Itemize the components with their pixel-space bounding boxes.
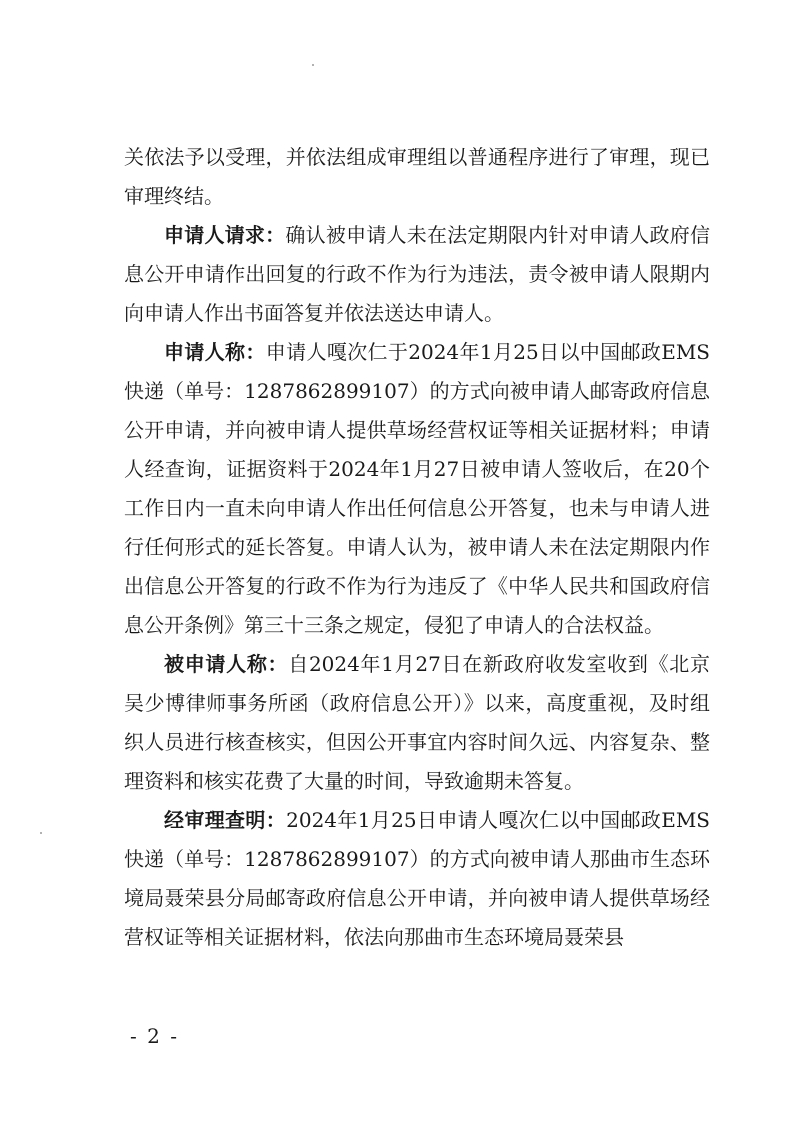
paragraph-heading: 经审理查明： xyxy=(164,808,287,832)
document-body xyxy=(124,138,710,957)
paragraph-text: 自2024年1月27日在新政府收发室收到《北京吴少博律师事务所函（政府信息公开）》以来，高度重视，及时组织人员进行核查核实，但因公开事宜内容时间久远、内容复杂、整理资料和核实花费了大量的时间，导致逾期未答复。 xyxy=(124,652,710,793)
paragraph-text: 2024年1月25日申请人嘎次仁以中国邮政EMS快递（单号：1287862899107）的方式向被申请人那曲市生态环境局聂荣县分局邮寄政府信息公开申请，并向被申请人提供草场经营权证等相关证据材料，依法向那曲市生态环境局聂荣县 xyxy=(124,808,710,949)
paragraph-respondent-statement xyxy=(124,645,710,801)
paragraph-heading: 被申请人称： xyxy=(164,652,289,676)
paragraph-continuation xyxy=(124,138,710,216)
scan-speck xyxy=(312,64,314,66)
paragraph-applicant-statement xyxy=(124,333,710,645)
paragraph-text: 关依法予以受理，并依法组成审理组以普通程序进行了审理，现已审理终结。 xyxy=(124,145,710,208)
paragraph-text: 确认被申请人未在法定期限内针对申请人政府信息公开申请作出回复的行政不作为行为违法，责令被申请人限期内向申请人作出书面答复并依法送达申请人。 xyxy=(124,223,711,325)
paragraph-heading: 申请人请求： xyxy=(164,223,286,247)
paragraph-heading: 申请人称： xyxy=(164,340,266,364)
paragraph-findings xyxy=(124,801,710,957)
scan-speck xyxy=(40,832,42,834)
paragraph-text: 申请人嘎次仁于2024年1月25日以中国邮政EMS快递（单号：1287862899107）的方式向被申请人邮寄政府信息公开申请，并向被申请人提供草场经营权证等相关证据材料；申请人经查询，证据资料于2024年1月27日被申请人签收后，在20个工作日内一直未向申请人作出任何信息公开答复，也未与申请人进行任何形式的延长答复。申请人认为，被申请人未在法定期限内作出信息公开答复的行政不作为行为违反了《中华人民共和国政府信息公开条例》第三十三条之规定，侵犯了申请人的合法权益。 xyxy=(124,340,711,637)
paragraph-applicant-request xyxy=(124,216,710,333)
page-number: - 2 - xyxy=(130,1024,179,1048)
